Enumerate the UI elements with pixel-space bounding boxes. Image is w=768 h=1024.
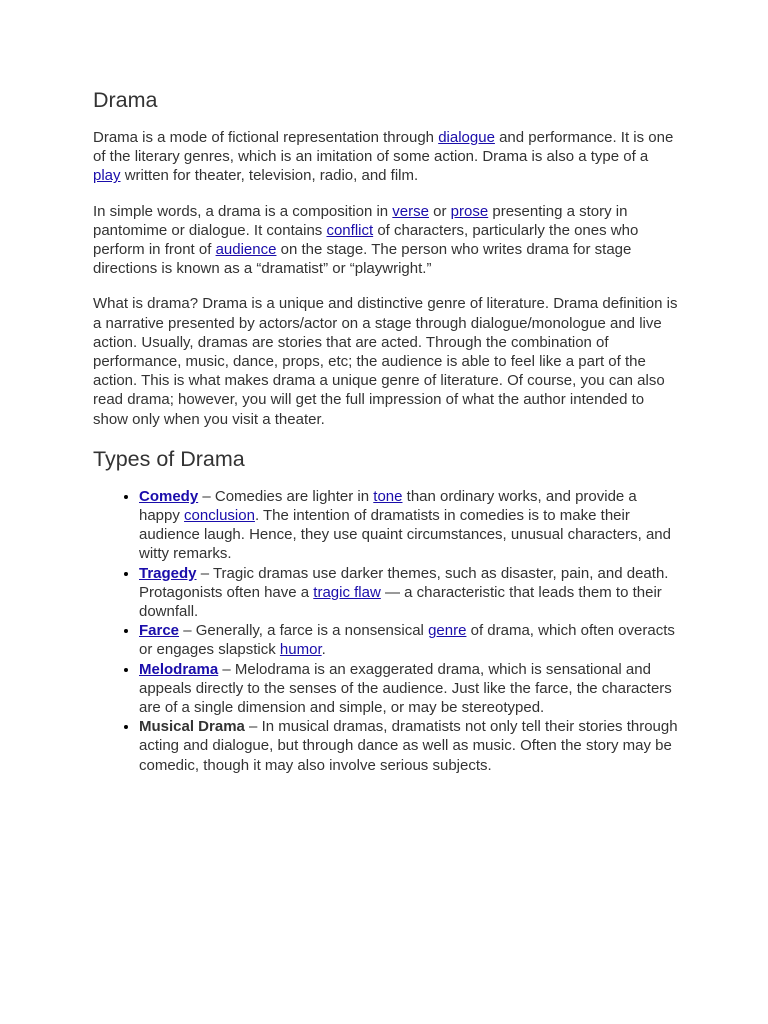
audience-link[interactable]: audience — [215, 241, 277, 259]
types-list — [93, 487, 678, 775]
list-item-farce — [139, 621, 678, 659]
farce-link[interactable]: Farce — [139, 622, 180, 640]
text: of characters, particularly the ones who perform in front of — [93, 221, 639, 259]
text: – Comedies are lighter in — [198, 487, 374, 505]
definition-paragraph: What is drama? Drama is a unique and distinctive genre of literature. Drama definition is a narrative presented by actors/actor on a stage through dialogue/monologue and live action. Usually, dramas are stories that are acted. Through the combination of performance, music, dance, props, etc; the audience is able to feel like a part of the action. This is what makes drama a unique genre of literature. Of course, you can also read drama; however, you will get the full impression of what the author intended to show only when you visit a theater. — [93, 295, 678, 428]
text: – Tragic dramas use darker themes, such as disaster, pain, and death. Protagonists often have a — [139, 564, 669, 601]
melodrama-link[interactable]: Melodrama — [139, 660, 219, 678]
text: Drama is a mode of fictional representation through — [93, 129, 439, 146]
musical-drama-term: Musical Drama — [139, 718, 245, 736]
prose-link[interactable]: prose — [450, 202, 489, 220]
text: – In musical dramas, dramatists not only tell their stories through acting and dialogue, but through dance as well as music. Often the story may be comedic, though it may also involve serious subjects. — [139, 718, 678, 774]
text: presenting a story in pantomime or dialogue. It contains — [93, 202, 628, 239]
humor-link[interactable]: humor — [279, 641, 322, 659]
text: In simple words, a drama is a composition in — [93, 202, 393, 220]
verse-link[interactable]: verse — [392, 202, 429, 220]
text: – Melodrama is an exaggerated drama, which is sensational and appeals directly to the senses of the audience. Just like the farce, the characters are of a single dimension and simple, or may be stereotyped. — [139, 660, 672, 717]
dialogue-link[interactable]: dialogue — [438, 129, 495, 146]
play-link[interactable]: play — [93, 167, 121, 185]
text: and performance. It is one of the literary genres, which is an imitation of some action. Drama is also a type of a — [93, 129, 674, 166]
text: of drama, which often overacts or engages slapstick — [139, 622, 675, 659]
simple-words-paragraph — [93, 202, 678, 279]
text: — a characteristic that leads them to their downfall. — [139, 583, 662, 621]
text: than ordinary works, and provide a happy — [139, 487, 637, 525]
comedy-link[interactable]: Comedy — [139, 487, 199, 505]
page-title: Drama — [93, 88, 158, 112]
tragic-flaw-link[interactable]: tragic flaw — [313, 583, 381, 601]
text: written for theater, television, radio, and film. — [120, 167, 419, 185]
text: . — [321, 641, 326, 659]
tragedy-link[interactable]: Tragedy — [139, 564, 197, 582]
text: – Generally, a farce is a nonsensical — [179, 622, 429, 640]
text: on the stage. The person who writes drama for stage directions is known as a “dramatist” or “playwright.” — [93, 241, 632, 278]
list-item-musical-drama — [139, 717, 678, 775]
text: . The intention of dramatists in comedies is to make their audience laugh. Hence, they use quaint circumstances, unusual characters, and witty remarks. — [139, 507, 671, 563]
text: or — [428, 202, 451, 220]
list-item-tragedy — [139, 564, 678, 622]
list-item-melodrama — [139, 660, 678, 718]
intro-paragraph — [93, 128, 678, 186]
genre-link[interactable]: genre — [428, 622, 467, 640]
conclusion-link[interactable]: conclusion — [184, 507, 255, 525]
conflict-link[interactable]: conflict — [326, 221, 374, 239]
tone-link[interactable]: tone — [373, 487, 403, 505]
list-item-comedy — [139, 487, 678, 564]
types-heading: Types of Drama — [93, 446, 245, 471]
